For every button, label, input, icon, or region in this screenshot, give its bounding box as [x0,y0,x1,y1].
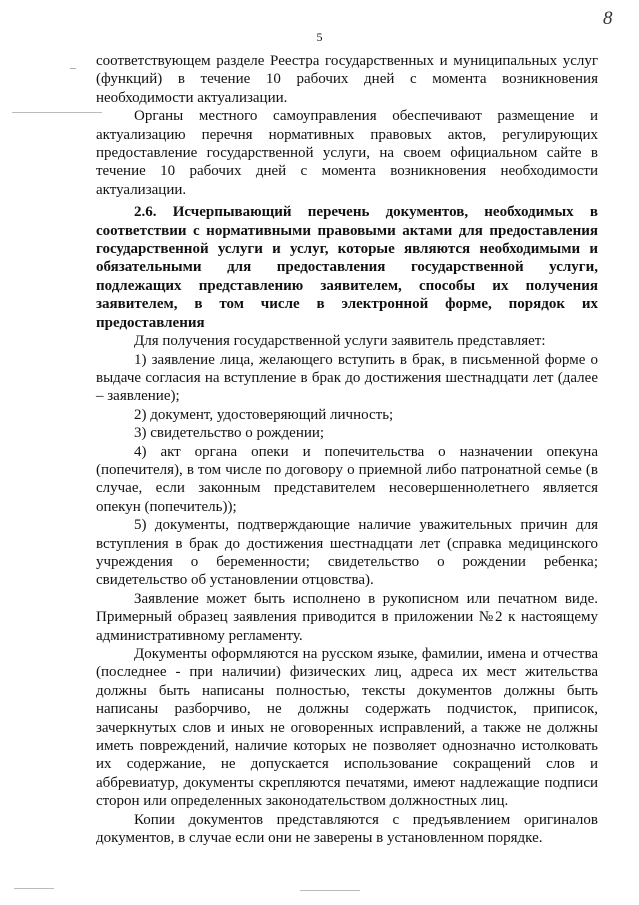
list-item-3: 3) свидетельство о рождении; [134,425,325,442]
paragraph-applicant-provides: Для получения государственной услуги заявитель представляет: [134,333,546,350]
list-item-4: 4) акт органа опеки и попечительства о назначении опекуна (попечителя), в том числе по договору о приемной либо патронатной семье (в случае, если законным представителем несовершеннолетнего является опекун (попечитель)); [96,443,598,515]
handwritten-page-mark: 8 [603,8,613,29]
scan-artifact-bottom-center [300,890,360,891]
document-body [96,52,598,847]
paragraph-registry-update: соответствующем разделе Реестра государственных и муниципальных услуг (функций) в течение 10 рабочих дней с момента возникновения необходимости актуализации. [96,53,598,106]
paragraph-application-form: Заявление может быть исполнено в рукописном или печатном виде. Примерный образец заявления приводится в приложении №2 к настоящему административному регламенту. [96,590,598,644]
paragraph-local-government: Органы местного самоуправления обеспечивают размещение и актуализацию перечня нормативных правовых актов, регулирующих предоставление государственной услуги, на своем официальном сайте в течение 10 рабочих дней с момента возникновения необходимости актуализации. [96,108,598,198]
section-heading-2-6: 2.6. Исчерпывающий перечень документов, необходимых в соответствии с нормативными правовыми актами для предоставления государственной услуги и услуг, которые являются необходимыми и обязательными для предоставления государственной услуги, подлежащих представлению заявителем, способы их получения заявителем, в том числе в электронной форме, порядок их предоставления [96,204,598,331]
scan-artifact-top [12,112,102,113]
paragraph-document-requirements: Документы оформляются на русском языке, фамилии, имена и отчества (последнее - при наличии) физических лиц, адреса их мест жительства должны быть написаны полностью, тексты документов должны быть написаны разборчиво, не должны содержать подчисток, приписок, зачеркнутых слов и иных не оговоренных исправлений, а также не должны иметь повреждений, наличие которых не позволяет однозначно истолковать их содержание, не допускается использование сокращений слов и аббревиатур, документы скрепляются печатями, имеют надлежащие подписи сторон или определенных законодательством должностных лиц. [96,646,598,810]
list-item-1: 1) заявление лица, желающего вступить в брак, в письменной форме о выдаче согласия на вступление в брак до достижения шестнадцати лет (далее – заявление); [96,351,598,405]
list-item-2: 2) документ, удостоверяющий личность; [134,406,394,423]
list-item-5: 5) документы, подтверждающие наличие уважительных причин для вступления в брак до достижения шестнадцати лет (справка медицинского учреждения о беременности; свидетельство о рождении ребенка; свидетельство об установлении отцовства). [96,517,598,589]
paragraph-copies: Копии документов представляются с предъявлением оригиналов документов, в случае если они не заверены в установленном порядке. [96,811,598,847]
margin-mark: – [70,60,76,74]
scan-artifact-bottom-left [14,888,54,889]
page-number: 5 [316,30,323,44]
